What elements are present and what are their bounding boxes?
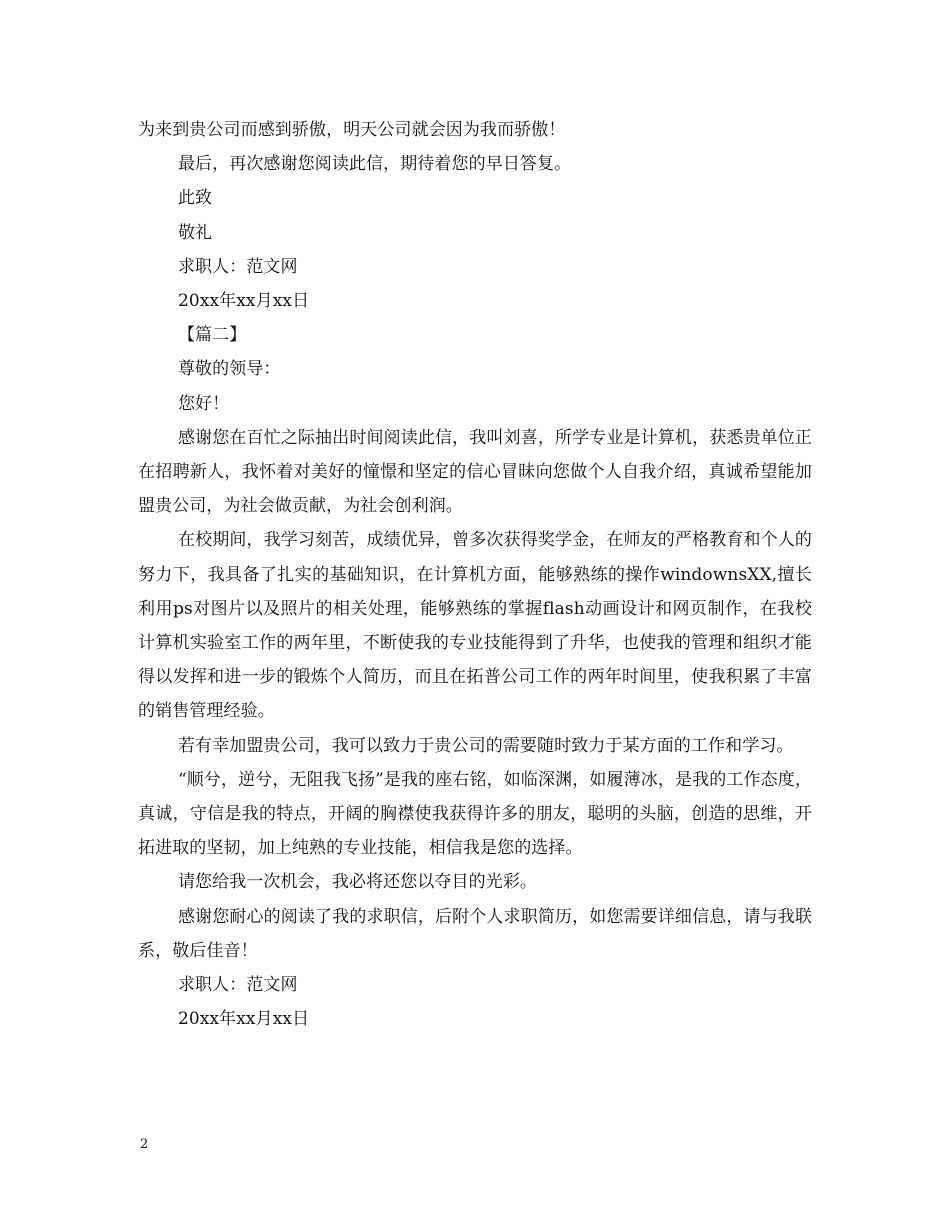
signature-line: 求职人：范文网 — [177, 256, 298, 277]
paragraph: 感谢您耐心的阅读了我的求职信，后附个人求职简历，如您需要详细信息，请与我联系，敬后佳音！ — [138, 906, 812, 961]
signature-line: 求职人：范文网 — [177, 975, 298, 996]
paragraph: 在校期间，我学习刻苦，成绩优异，曾多次获得奖学金，在师友的严格教育和个人的努力下，我具备了扎实的基础知识，在计算机方面，能够熟练的操作windownsXX,擅长利用ps对图片以及照片的相关处理，能够熟练的掌握flash动画设计和网页制作，在我校计算机实验室工作的两年里，不断使我的专业技能得到了升华，也使我的管理和组织才能得以发挥和进一步的锻炼个人简历，而且在拓普公司工作的两年时间里，使我积累了丰富的销售管理经验。 — [138, 530, 812, 722]
paragraph: 感谢您在百忙之际抽出时间阅读此信，我叫刘喜，所学专业是计算机，获悉贵单位正在招聘新人，我怀着对美好的憧憬和坚定的信心冒昧向您做个人自我介绍，真诚希望能加盟贵公司，为社会做贡献，为社会创利润。 — [138, 427, 812, 517]
section-heading: 【篇二】 — [177, 325, 247, 346]
date-line: 20xx年xx月xx日 — [177, 1009, 310, 1030]
closing-regards: 敬礼 — [177, 222, 213, 243]
greeting: 尊敬的领导： — [177, 359, 281, 380]
closing-salutation: 此致 — [177, 188, 213, 209]
date-line: 20xx年xx月xx日 — [177, 291, 310, 312]
paragraph: 最后，再次感谢您阅读此信，期待着您的早日答复。 — [177, 154, 572, 175]
paragraph: 若有幸加盟贵公司，我可以致力于贵公司的需要随时致力于某方面的工作和学习。 — [177, 735, 794, 756]
paragraph: 为来到贵公司而感到骄傲，明天公司就会因为我而骄傲！ — [138, 120, 566, 140]
document-body — [138, 113, 812, 1036]
page-number: 2 — [140, 1137, 149, 1152]
greeting-hello: 您好！ — [177, 393, 230, 414]
paragraph: “顺兮，逆兮，无阻我飞扬”是我的座右铭，如临深渊，如履薄冰，是我的工作态度，真诚，守信是我的特点，开阔的胸襟使我获得许多的朋友，聪明的头脑，创造的思维，开拓进取的坚韧，加上纯熟的专业技能，相信我是您的选择。 — [138, 769, 812, 859]
paragraph: 请您给我一次机会，我必将还您以夺目的光彩。 — [177, 872, 538, 893]
